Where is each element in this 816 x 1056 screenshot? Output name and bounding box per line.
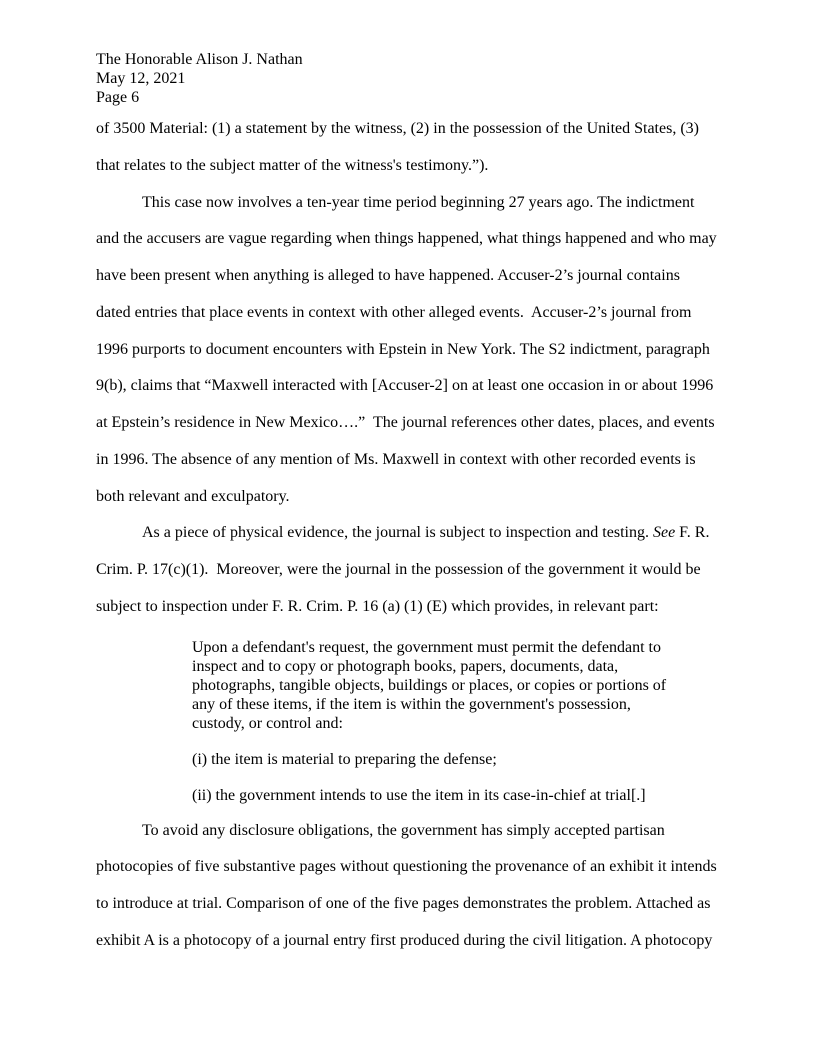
- document-body: [96, 111, 744, 960]
- text-line: [192, 695, 744, 714]
- text-segment: of 3500 Material: (1) a statement by the witness, (2) in the possession of the United States, (3): [96, 120, 699, 137]
- text-segment: both relevant and exculpatory.: [96, 487, 290, 505]
- text-segment: As a piece of physical evidence, the journal is subject to inspection and testing.: [142, 524, 653, 542]
- citation-signal: See: [652, 524, 676, 542]
- text-segment: dated entries that place events in context with other alleged events. Accuser-2’s journal from: [96, 303, 692, 321]
- text-line: [96, 479, 744, 516]
- text-line: [96, 405, 744, 442]
- paragraph: [96, 515, 744, 625]
- text-line: [192, 638, 744, 657]
- text-segment: in 1996. The absence of any mention of Ms. Maxwell in context with other recorded events is: [96, 450, 696, 468]
- text-segment: 1996 purports to document encounters with Epstein in New York. The S2 indictment, paragraph: [96, 340, 710, 358]
- text-line: [96, 295, 744, 332]
- text-line: [96, 552, 744, 589]
- text-line: [192, 714, 744, 733]
- blockquote: [192, 750, 744, 769]
- paragraph: [96, 813, 744, 960]
- blockquote: [192, 786, 744, 805]
- date-line: May 12, 2021: [96, 70, 186, 87]
- text-line: [96, 332, 744, 369]
- text-line: [96, 368, 744, 405]
- text-segment: To avoid any disclosure obligations, the government has simply accepted partisan: [142, 821, 665, 839]
- text-line: [96, 442, 744, 479]
- text-segment: that relates to the subject matter of the witness's testimony.”).: [96, 156, 489, 174]
- text-segment: at Epstein’s residence in New Mexico….” The journal references other dates, places, and events: [96, 414, 715, 431]
- text-segment: photographs, tangible objects, buildings or places, or copies or portions of: [192, 676, 667, 694]
- text-line: [96, 111, 744, 148]
- text-line: [96, 515, 744, 552]
- text-line: [96, 185, 744, 222]
- text-segment: This case now involves a ten-year time period beginning 27 years ago. The indictment: [142, 193, 695, 211]
- text-line: [96, 589, 744, 626]
- text-segment: Crim. P. 17(c)(1). Moreover, were the journal in the possession of the government it would be: [96, 561, 701, 578]
- text-segment: have been present when anything is alleged to have happened. Accuser-2’s journal contains: [96, 267, 680, 284]
- text-line: [96, 148, 744, 185]
- text-line: [96, 886, 744, 923]
- text-line: [192, 786, 744, 805]
- text-line: [192, 750, 744, 769]
- text-segment: custody, or control and:: [192, 714, 343, 732]
- text-line: [96, 221, 744, 258]
- text-line: [96, 813, 744, 850]
- text-segment: subject to inspection under F. R. Crim. P. 16 (a) (1) (E) which provides, in relevant part:: [96, 597, 659, 615]
- blockquote: [192, 638, 744, 733]
- paragraph: [96, 111, 744, 185]
- text-segment: F. R.: [675, 524, 710, 542]
- paragraph: [96, 185, 744, 516]
- recipient-line: The Honorable Alison J. Nathan: [96, 51, 303, 68]
- text-line: [192, 657, 744, 676]
- page-number-line: Page 6: [96, 89, 140, 106]
- text-segment: 9(b), claims that “Maxwell interacted with [Accuser-2] on at least one occasion in or about 1996: [96, 377, 714, 395]
- text-line: [96, 849, 744, 886]
- page-content: [96, 0, 744, 960]
- text-segment: inspect and to copy or photograph books, papers, documents, data,: [192, 657, 619, 675]
- text-line: [96, 258, 744, 295]
- text-line: [192, 676, 744, 695]
- text-segment: (i) the item is material to preparing the defense;: [192, 750, 497, 768]
- text-segment: and the accusers are vague regarding when things happened, what things happened and who may: [96, 230, 717, 248]
- text-segment: Upon a defendant's request, the government must permit the defendant to: [192, 638, 661, 656]
- text-segment: photocopies of five substantive pages without questioning the provenance of an exhibit it intends: [96, 858, 717, 876]
- text-line: [96, 923, 744, 960]
- text-segment: (ii) the government intends to use the item in its case-in-chief at trial[.]: [192, 786, 646, 804]
- text-segment: to introduce at trial. Comparison of one of the five pages demonstrates the problem. Attached as: [96, 895, 711, 912]
- text-segment: any of these items, if the item is within the government's possession,: [192, 695, 631, 713]
- text-segment: exhibit A is a photocopy of a journal entry first produced during the civil litigation. A photocopy: [96, 931, 713, 949]
- letter-header: [96, 50, 744, 107]
